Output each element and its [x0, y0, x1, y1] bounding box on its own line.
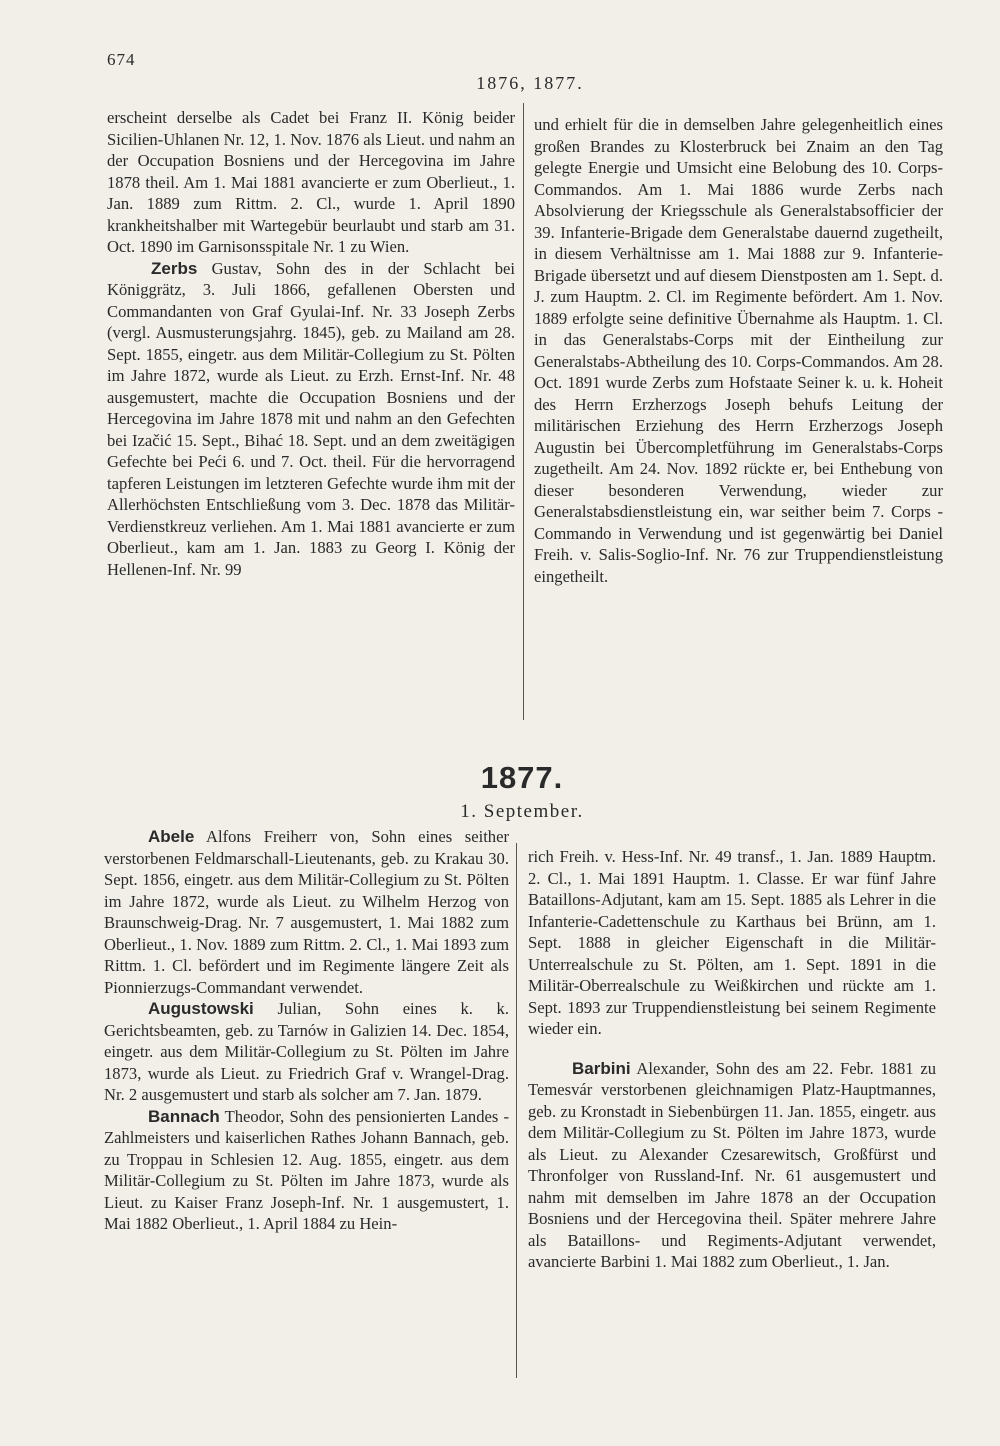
column-right-bottom	[528, 846, 936, 1273]
entry-augustowski	[104, 998, 509, 1106]
entry-text-abele: Alfons Freiherr von, Sohn eines seither verstorbenen Feldmarschall-Lieutenants, geb. zu Krakau 30. Sept. 1856, eingetr. aus dem Militär-Collegium zu St. Pölten im Jahre 1872, wurde als Lieut. zu Wilhelm Herzog von Braunschweig-Drag. Nr. 7 ausgemustert, 1. Mai 1882 zum Oberlieut., 1. Nov. 1889 zum Rittm. 2. Cl., 1. Mai 1893 zum Rittm. 1. Cl. befördert und im Regimente längere Zeit als Pionnierzugs-Commandant verwendet.	[104, 827, 509, 997]
continuation-paragraph-bottom-right: rich Freih. v. Hess-Inf. Nr. 49 transf., 1. Jan. 1889 Hauptm. 2. Cl., 1. Mai 1891 Hauptm. 1. Classe. Er war fünf Jahre Bataillons-Adjutant, kam am 15. Sept. 1885 als Lehrer in die Infanterie-Cadettenschule zu Karthaus bei Brünn, am 1. Sept. 1888 in gleicher Eigenschaft in die Militär-Unterrealschule zu St. Pölten, am 1. Sept. 1891 in die Militär-Oberrealschule zu Weißkirchen und rückte am 1. Sept. 1893 zur Truppendienstleistung bei seinem Regimente wieder ein.	[528, 847, 936, 1038]
column-divider-top	[523, 103, 524, 720]
page-number: 674	[107, 50, 136, 69]
entry-text-augustowski: Julian, Sohn eines k. k. Gerichtsbeamten, geb. zu Tarnów in Galizien 14. Dec. 1854, eingetr. aus dem Militär-Collegium zu St. Pölten im Jahre 1873, wurde als Lieut. zu Friedrich Graf v. Wrangel-Drag. Nr. 2 ausgemustert und starb als solcher am 7. Jan. 1879.	[104, 999, 510, 1104]
running-head: 1876, 1877.	[476, 73, 584, 93]
entry-abele	[104, 826, 509, 998]
year-heading: 1877.	[480, 760, 564, 795]
column-right-top	[534, 114, 943, 587]
entry-text-barbini: Alexander, Sohn des am 22. Febr. 1881 zu Temesvár verstorbenen gleichnamigen Platz-Hauptmannes, geb. zu Kronstadt in Siebenbürgen 11. Jan. 1855, eingetr. aus dem Militär-Collegium zu St. Pölten im Jahre 1873, wurde als Lieut. zu Alexander Czesarewitsch, Großfürst und Thronfolger von Russland-Inf. Nr. 61 ausgemustert und nahm mit demselben im Jahre 1878 an der Occupation Bosniens und der Hercegovina theil. Später mehrere Jahre als Bataillons- und Regiments-Adjutant verwendet, avancierte Barbini 1. Mai 1882 zum Oberlieut., 1. Jan.	[528, 1058, 936, 1271]
entry-name-zerbs: Zerbs	[151, 258, 198, 278]
entry-name-barbini: Barbini	[572, 1058, 631, 1078]
entry-zerbs	[107, 258, 515, 581]
entry-name-abele: Abele	[148, 827, 195, 846]
column-left-top	[107, 107, 515, 580]
column-left-bottom	[104, 826, 509, 1235]
continuation-paragraph: erscheint derselbe als Cadet bei Franz II. König beider Sicilien-Uhlanen Nr. 12, 1. Nov. 1876 als Lieut. und nahm an der Occupation Bosniens und der Hercegovina im Jahre 1878 theil. Am 1. Mai 1881 avancierte er zum Oberlieut., 1. Jan. 1889 zum Rittm. 2. Cl., wurde 1. April 1890 krankheitshalber mit Wartegebür beurlaubt und starb am 31. Oct. 1890 im Garnisonsspitale Nr. 1 zu Wien.	[107, 108, 515, 256]
column-divider-bottom	[516, 843, 517, 1378]
entry-name-augustowski: Augustowski	[148, 999, 254, 1018]
entry-barbini	[528, 1058, 936, 1273]
paragraph-gap	[528, 1040, 936, 1058]
entry-text-zerbs: Gustav, Sohn des in der Schlacht bei Königgrätz, 3. Juli 1866, gefallenen Obersten und Commandanten von Graf Gyulai-Inf. Nr. 33 Joseph Zerbs (vergl. Ausmusterungsjahrg. 1845), geb. zu Mailand am 28. Sept. 1855, eingetr. aus dem Militär-Collegium zu St. Pölten im Jahre 1872, wurde als Lieut. zu Erzh. Ernst-Inf. Nr. 48 ausgemustert, machte die Occupation Bosniens und der Hercegovina im Jahre 1878 mit und nahm an den Gefechten bei Izačić 15. Sept., Bihać 18. Sept. und an dem zweitägigen Gefechte bei Peći 6. und 7. Oct. theil. Für die hervorragend tapferen Leistungen im letzteren Gefechte wurde ihm mit der Allerhöchsten Entschließung vom 3. Dec. 1878 das Militär-Verdienstkreuz verliehen. Am 1. Mai 1881 avancierte er zum Oberlieut., kam am 1. Jan. 1883 zu Georg I. König der Hellenen-Inf. Nr. 99	[107, 258, 516, 579]
entry-name-bannach: Bannach	[148, 1106, 220, 1126]
continuation-paragraph-right: und erhielt für die in demselben Jahre gelegenheitlich eines großen Brandes zu Klosterbruck bei Znaim an den Tag gelegte Energie und Umsicht eine Belobung des 10. Corps-Commandos. Am 1. Mai 1886 wurde Zerbs nach Absolvierung der Kriegsschule als Generalstabsofficier der 39. Infanterie-Brigade dem Generalstabe dauernd zugetheilt, in diesem Verhältnisse am 1. Mai 1888 zur 9. Infanterie-Brigade übersetzt und auf diesem Dienstposten am 1. Sept. d. J. zum Hauptm. 2. Cl. im Regimente befördert. Am 1. Nov. 1889 erfolgte seine definitive Übernahme als Hauptm. 1. Cl. in das Generalstabs-Corps mit der Eintheilung zur Generalstabs-Abtheilung des 10. Corps-Commandos. Am 28. Oct. 1891 wurde Zerbs zum Hofstaate Seiner k. u. k. Hoheit des Herrn Erzherzogs Joseph behufs Leitung der militärischen Erziehung des Herrn Erzherzogs Joseph Augustin bei Übercompletführung im Generalstabs-Corps zugetheilt. Am 24. Nov. 1892 rückte er, bei Enthebung von dieser besonderen Verwendung, wieder zur Generalstabsdienstleistung ein, war seither beim 7. Corps - Commando in Verwendung und ist gegenwärtig bei Daniel Freih. v. Salis-Soglio-Inf. Nr. 76 zur Truppendienstleistung eingetheilt.	[534, 115, 943, 586]
date-heading: 1. September.	[460, 801, 584, 822]
entry-bannach	[104, 1106, 509, 1235]
entry-text-bannach: Theodor, Sohn des pensionierten Landes - Zahlmeisters und kaiserlichen Rathes Johann Bannach, geb. zu Troppau in Schlesien 12. Aug. 1855, eingetr. aus dem Militär-Collegium zu St. Pölten im Jahre 1873, wurde als Lieut. zu Kaiser Franz Joseph-Inf. Nr. 1 ausgemustert, 1. Mai 1882 Oberlieut., 1. April 1884 zu Hein-	[104, 1106, 509, 1233]
